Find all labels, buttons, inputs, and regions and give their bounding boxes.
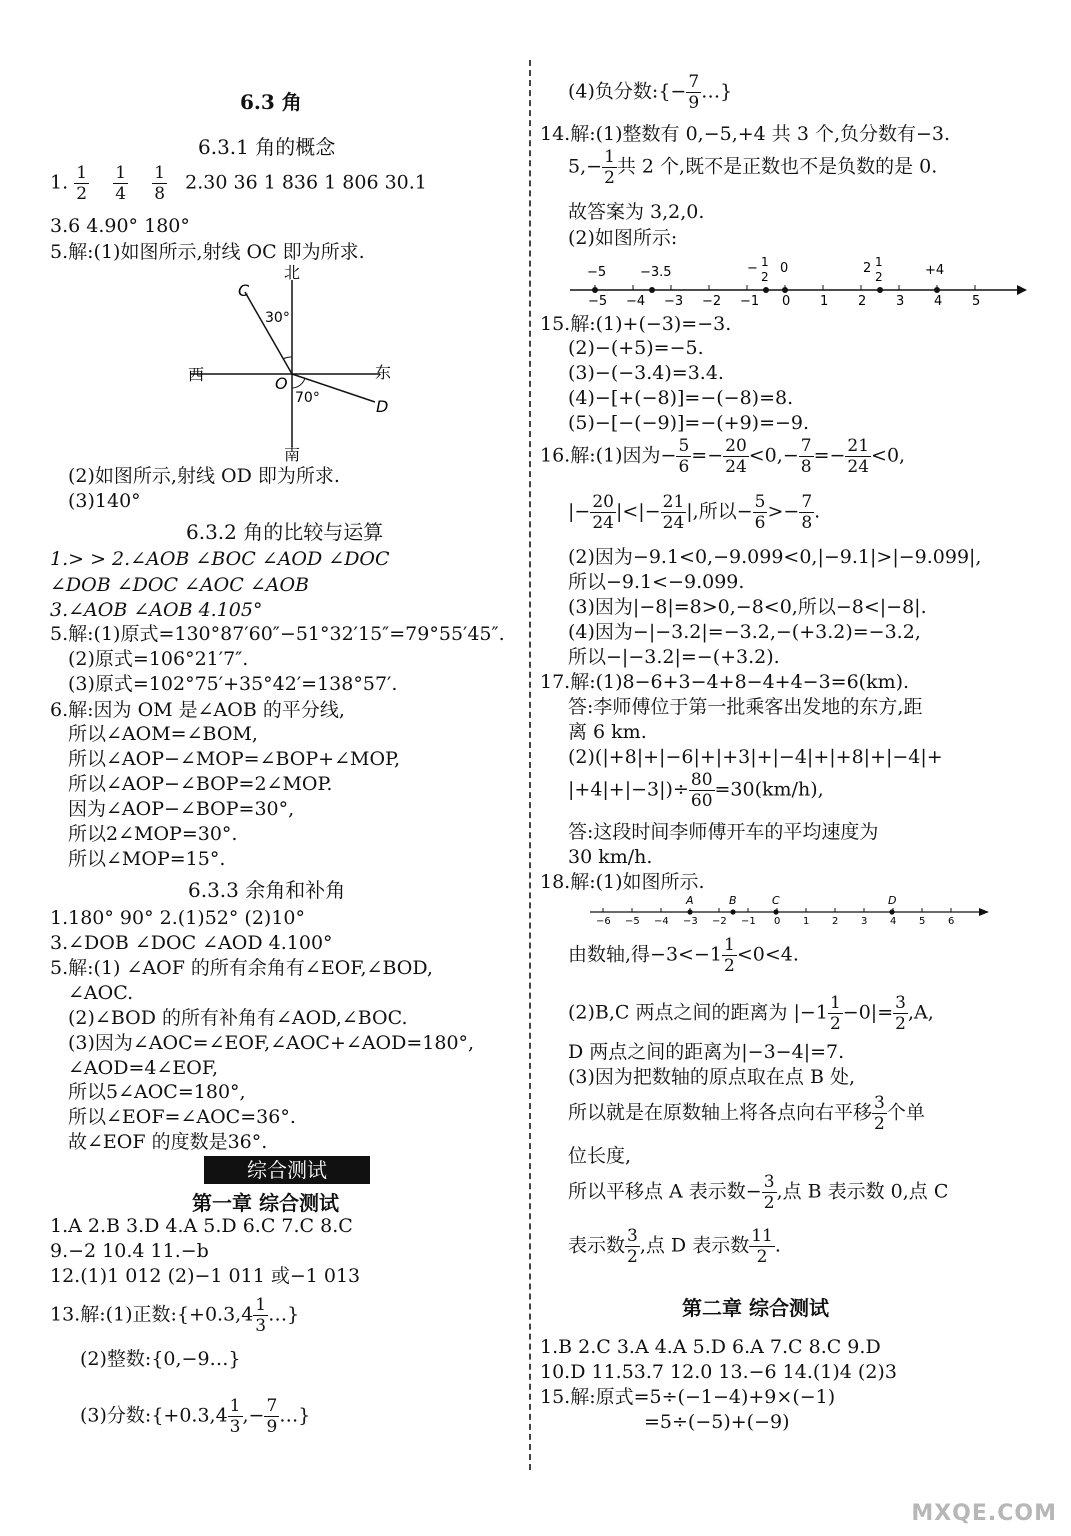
tick-label: −5 (588, 294, 608, 309)
fraction: $\frac{1}{2}$ (829, 993, 841, 1034)
mark-label: − (747, 261, 758, 276)
point-b-label: B (729, 894, 737, 907)
fraction: $\frac{21}{24}$ (662, 492, 685, 533)
subsection-title-2: 6.3.2 角的比较与运算 (186, 520, 384, 544)
answer-line-r10: (5)−[−(−9)]=−(+9)=−9. (568, 412, 810, 434)
answer-line-r11: 16.解:(1)因为− $\frac{5}{6}$ =− $\frac{20}{24}$ <0,− $\frac{7}{8}$ =− $\frac{21}{24}$ <0, (540, 436, 906, 477)
fraction: $\frac{11}{2}$ (751, 1226, 773, 1267)
south-label: 南 (284, 445, 301, 462)
subsection-title-3: 6.3.3 余角和补角 (188, 878, 346, 902)
subsection-title-1: 6.3.1 角的概念 (198, 135, 336, 159)
tick-label: 3 (861, 916, 868, 927)
mark-label: −5 (587, 265, 607, 280)
point-dot (889, 909, 894, 914)
answer-line-r13: (2)因为−9.1<0,−9.099<0,|−9.1|>|−9.099|, (568, 546, 982, 568)
mark-label: 0 (780, 261, 789, 276)
answer-line-r28: D 两点之间的距离为|−3−4|=7. (568, 1041, 845, 1063)
answer-line-r22: |+4|+|−3|)÷ $\frac{80}{60}$ =30(km/h), (568, 770, 824, 811)
answer-line-13: 所以∠AOM=∠BOM, (68, 723, 258, 745)
answer-line-19: 1.180° 90° 2.(1)52° (2)10° (50, 907, 305, 929)
mark-label: 2 (761, 270, 769, 284)
answer-line-30: 9.−2 10.4 11.−b (50, 1240, 209, 1262)
watermark: MXQE.COM (911, 1501, 1057, 1526)
answer-line-r15: (3)因为|−8|=8>0,−8<0,所以−8<|−8|. (568, 596, 927, 618)
answer-line-23: (2)∠BOD 的所有补角有∠AOD,∠BOC. (68, 1007, 408, 1029)
chapter-1-title: 第一章 综合测试 (192, 1191, 339, 1215)
answer-line-4: (2)如图所示,射线 OD 即为所求. (68, 465, 340, 487)
fraction: $\frac{20}{24}$ (592, 492, 614, 533)
answer-line-20: 3.∠DOB ∠DOC ∠AOD 4.100° (50, 932, 333, 954)
answer-line-r29: (3)因为把数轴的原点取在点 B 处, (568, 1066, 855, 1088)
answer-line-r21: (2)(|+8|+|−6|+|+3|+|−4|+|+8|+|−4|+ (568, 746, 943, 768)
tick-label: −2 (702, 294, 722, 309)
answer-line-32: 13.解:(1)正数:{+0.3,4 $\frac{1}{3}$ …} (50, 1295, 300, 1336)
tick-label: 2 (858, 294, 867, 309)
point-dot (730, 909, 735, 914)
fraction: $\frac{7}{8}$ (800, 436, 812, 477)
point-dot (877, 287, 883, 293)
answer-line-r1: (4)负分数:{− $\frac{7}{9}$ …} (568, 72, 733, 113)
answer-line-r36: 15.解:原式=5÷(−1−4)+9×(−1) (540, 1386, 836, 1408)
fraction: $\frac{3}{2}$ (627, 1226, 638, 1267)
number-line-1 (565, 248, 1035, 314)
answer-line-7: ∠DOB ∠DOC ∠AOC ∠AOB (50, 574, 310, 596)
tick-label: −2 (712, 916, 727, 927)
point-c-label: C (238, 281, 250, 300)
mark-label: 2 (863, 261, 872, 276)
fraction: $\frac{1}{2}$ (604, 147, 615, 188)
answer-line-26: 所以5∠AOC=180°, (68, 1081, 246, 1103)
answer-line-r34: 1.B 2.C 3.A 4.A 5.D 6.A 7.C 8.C 9.D (540, 1336, 881, 1358)
tick-label: 0 (774, 916, 781, 927)
angle-30-label: 30° (265, 310, 290, 326)
answer-line-33: (2)整数:{0,−9…} (80, 1348, 241, 1370)
fraction: $\frac{21}{24}$ (847, 436, 870, 477)
answer-line-r24: 30 km/h. (568, 846, 653, 868)
answer-line-r7: (2)−(+5)=−5. (568, 337, 704, 359)
point-o-label: O (275, 374, 288, 393)
answer-line-r5: (2)如图所示: (568, 227, 678, 249)
answer-line-11: (3)原式=102°75′+35°42′=138°57′. (68, 673, 398, 695)
mark-label: +4 (925, 263, 945, 278)
answer-line-r20: 离 6 km. (568, 721, 647, 743)
tick-label: 5 (919, 916, 926, 927)
fraction: $\frac{1}{3}$ (229, 1396, 241, 1437)
answer-line-16: 因为∠AOP−∠BOP=30°, (68, 798, 295, 820)
tick-label: 1 (820, 294, 829, 309)
answer-line-25: ∠AOD=4∠EOF, (68, 1057, 219, 1079)
answer-line-8: 3.∠AOB ∠AOB 4.105° (50, 599, 263, 621)
fraction: $\frac{3}{2}$ (874, 1093, 885, 1134)
fraction: $\frac{7}{8}$ (801, 492, 813, 533)
point-dot (773, 909, 778, 914)
answer-line-r26: 由数轴,得−3<−1 $\frac{1}{2}$ <0<4. (568, 935, 799, 976)
answer-line-34: (3)分数:{+0.3,4 $\frac{1}{3}$ ,− $\frac{7}{9}$ …} (80, 1396, 311, 1437)
mark-label: 1 (875, 255, 883, 269)
number-line-2 (585, 890, 995, 936)
chapter-2-title: 第二章 综合测试 (682, 1296, 829, 1320)
east-label: 东 (375, 363, 392, 382)
tick-label: 0 (782, 294, 791, 309)
fraction: $\frac{3}{2}$ (895, 993, 906, 1034)
tick-label: 4 (890, 916, 897, 927)
mark-label: −3.5 (640, 265, 672, 280)
answer-line-2: 3.6 4.90° 180° (50, 215, 190, 237)
answer-line-r14: 所以−9.1<−9.099. (568, 571, 745, 593)
tick-label: −4 (654, 916, 669, 927)
tick-label: 5 (972, 294, 981, 309)
tick-label: 2 (832, 916, 839, 927)
tick-label: −1 (740, 294, 760, 309)
point-d-label: D (376, 397, 389, 416)
fraction: $\frac{1}{8}$ (154, 163, 166, 204)
answer-line-r31: 位长度, (568, 1145, 632, 1167)
tick-label: −6 (596, 916, 611, 927)
tick-label: −3 (664, 294, 684, 309)
answer-line-r32: 所以平移点 A 表示数− $\frac{3}{2}$ ,点 B 表示数 0,点 C (568, 1172, 949, 1213)
point-dot (763, 287, 769, 293)
fraction: $\frac{1}{4}$ (115, 163, 127, 204)
answer-line-22: ∠AOC. (68, 982, 134, 1004)
answer-line-1: 1. $\frac{1}{2}$ $\frac{1}{4}$ $\frac{1}{8}$ 2.30 36 1 836 1 806 30.1 (50, 163, 427, 204)
tick-label: 1 (803, 916, 810, 927)
answer-line-r4: 故答案为 3,2,0. (568, 201, 705, 223)
fraction: $\frac{7}{9}$ (688, 72, 700, 113)
answer-line-r23: 答:这段时间李师傅开车的平均速度为 (568, 821, 879, 843)
point-dot (687, 909, 692, 914)
answer-line-18: 所以∠MOP=15°. (68, 848, 226, 870)
fraction: $\frac{7}{9}$ (266, 1396, 278, 1437)
answer-line-24: (3)因为∠AOC=∠EOF,∠AOC+∠AOD=180°, (68, 1032, 475, 1054)
answer-line-r3: 5,− $\frac{1}{2}$ 共 2 个,既不是正数也不是负数的是 0. (568, 147, 938, 188)
answer-line-12: 6.解:因为 OM 是∠AOB 的平分线, (50, 699, 345, 721)
column-divider (529, 60, 531, 1470)
answer-line-6: 1.> > 2.∠AOB ∠BOC ∠AOD ∠DOC (50, 548, 390, 570)
answer-line-29: 1.A 2.B 3.D 4.A 5.D 6.C 7.C 8.C (50, 1215, 353, 1237)
answer-line-r16: (4)因为−|−3.2|=−3.2,−(+3.2)=−3.2, (568, 621, 921, 643)
answer-line-r25: 18.解:(1)如图所示. (540, 871, 705, 893)
answer-line-31: 12.(1)1 012 (2)−1 011 或−1 013 (50, 1265, 361, 1287)
tick-label: 4 (934, 294, 943, 309)
answer-line-28: 故∠EOF 的度数是36°. (68, 1131, 268, 1153)
answer-line-r27: (2)B,C 两点之间的距离为 |−1 $\frac{1}{2}$ −0|= $\frac{3}{2}$ ,A, (568, 993, 934, 1034)
point-dot (649, 287, 655, 293)
angle-diagram (180, 262, 410, 462)
tick-label: −4 (626, 294, 646, 309)
angle-70-label: 70° (295, 390, 320, 406)
answer-line-9: 5.解:(1)原式=130°87′60″−51°32′15″=79°55′45″. (50, 623, 505, 645)
answer-line-3: 5.解:(1)如图所示,射线 OC 即为所求. (50, 241, 365, 263)
fraction: $\frac{80}{60}$ (690, 770, 713, 811)
point-a-label: A (686, 894, 694, 907)
fraction: $\frac{5}{6}$ (678, 436, 690, 477)
answer-line-15: 所以∠AOP−∠BOP=2∠MOP. (68, 773, 333, 795)
answer-line-r19: 答:李师傅位于第一批乘客出发地的东方,距 (568, 696, 923, 718)
tick-label: 6 (948, 916, 955, 927)
point-dot (592, 287, 598, 293)
mark-label: 2 (875, 270, 883, 284)
point-c-label: C (772, 894, 780, 907)
point-dot (934, 287, 940, 293)
answer-line-r9: (4)−[+(−8)]=−(−8)=8. (568, 387, 794, 409)
tick-label: 3 (896, 294, 905, 309)
tick-label: −3 (683, 916, 698, 927)
section-title: 6.3 角 (240, 90, 302, 114)
answer-line-r17: 所以−|−3.2|=−(+3.2). (568, 646, 780, 668)
answer-line-14: 所以∠AOP−∠MOP=∠BOP+∠MOP, (68, 748, 401, 770)
answer-line-r18: 17.解:(1)8−6+3−4+8−4+4−3=6(km). (540, 671, 910, 693)
answer-line-r37: =5÷(−5)+(−9) (644, 1411, 790, 1433)
answer-line-21: 5.解:(1) ∠AOF 的所有余角有∠EOF,∠BOD, (50, 957, 433, 979)
fraction: $\frac{1}{3}$ (255, 1295, 267, 1336)
section-banner: 综合测试 (204, 1156, 370, 1184)
answer-line-r30: 所以就是在原数轴上将各点向右平移 $\frac{3}{2}$ 个单 (568, 1093, 925, 1134)
north-label: 北 (284, 263, 301, 282)
tick-label: −5 (625, 916, 640, 927)
answer-line-5: (3)140° (68, 490, 141, 512)
answer-line-27: 所以∠EOF=∠AOC=36°. (68, 1106, 296, 1128)
answer-line-r33: 表示数 $\frac{3}{2}$ ,点 D 表示数 $\frac{11}{2}$ . (568, 1226, 781, 1267)
point-d-label: D (888, 894, 897, 907)
answer-line-r2: 14.解:(1)整数有 0,−5,+4 共 3 个,负分数有−3. (540, 123, 951, 145)
tick-label: −1 (741, 916, 756, 927)
fraction: $\frac{1}{2}$ (76, 163, 88, 204)
answer-line-r8: (3)−(−3.4)=3.4. (568, 362, 724, 384)
fraction: $\frac{5}{6}$ (754, 492, 766, 533)
answer-line-r12: |− $\frac{20}{24}$ |<|− $\frac{21}{24}$ |,所以− $\frac{5}{6}$ >− $\frac{7}{8}$ . (568, 492, 821, 533)
fraction: $\frac{3}{2}$ (763, 1172, 775, 1213)
answer-line-r35: 10.D 11.53.7 12.0 13.−6 14.(1)4 (2)3 (540, 1361, 897, 1383)
answer-line-r6: 15.解:(1)+(−3)=−3. (540, 313, 732, 335)
fraction: $\frac{1}{2}$ (723, 935, 735, 976)
west-label: 西 (188, 365, 205, 384)
answer-line-17: 所以2∠MOP=30°. (68, 823, 238, 845)
answer-line-10: (2)原式=106°21′7″. (68, 648, 249, 670)
fraction: $\frac{20}{24}$ (725, 436, 747, 477)
mark-label: 1 (761, 255, 769, 269)
point-dot (782, 287, 788, 293)
